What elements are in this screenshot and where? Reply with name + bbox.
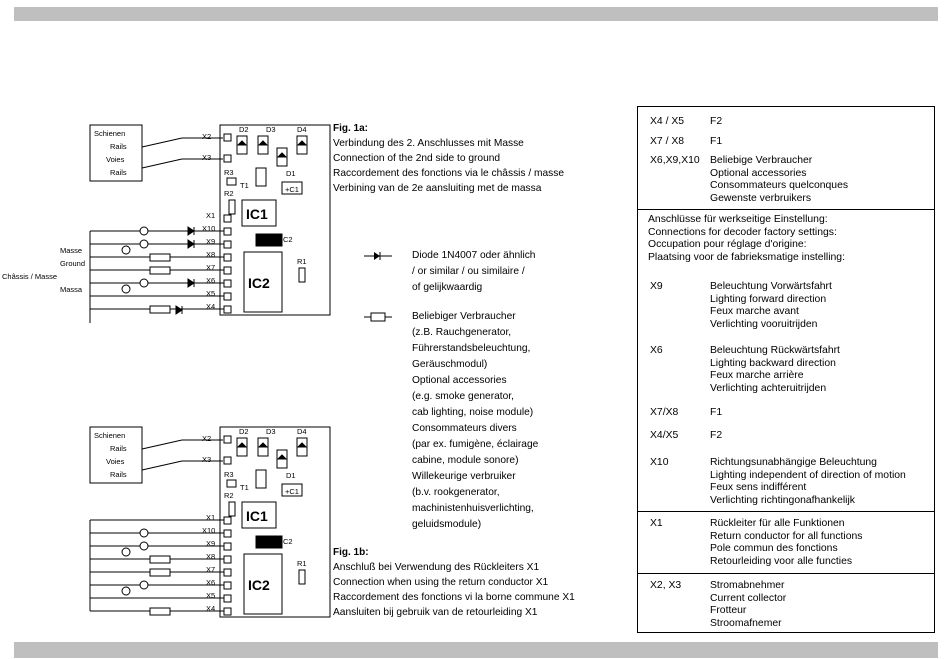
- row-value: Consommateurs quelconques: [710, 180, 849, 192]
- label-r3: R3: [224, 470, 234, 479]
- wiring-diagram-1b: [60, 420, 330, 620]
- wiring-diagram-1a: [2, 118, 330, 318]
- label-r2: R2: [224, 491, 234, 500]
- terminal-x8: X8: [206, 552, 216, 561]
- label-voies: Voies: [106, 155, 125, 164]
- legend-load-line: geluidsmodule): [412, 519, 482, 530]
- label-d2: D2: [239, 427, 249, 436]
- terminal-x1: X1: [206, 513, 216, 522]
- row-value: Beliebige Verbraucher: [710, 155, 813, 166]
- label-ic2: IC2: [248, 577, 270, 593]
- label-d4: D4: [297, 125, 307, 134]
- table-section-outputs: [638, 107, 934, 210]
- label-r2: R2: [224, 189, 234, 198]
- fig-1a-line: Verbining van de 2e aansluiting met de massa: [333, 183, 542, 194]
- row-key: X4/X5: [650, 430, 679, 441]
- terminal-x9: X9: [206, 539, 216, 548]
- top-band: [14, 7, 938, 21]
- table-section-factory: [638, 209, 934, 512]
- row-value: Stromabnehmer: [710, 580, 785, 591]
- row-value: Verlichting vooruitrijden: [710, 318, 818, 330]
- legend-load-line: Willekeurige verbruiker: [412, 471, 516, 482]
- label-rails-2: Rails: [110, 168, 127, 177]
- row-key: X10: [650, 457, 669, 468]
- legend-load-line: cabine, module sonore): [412, 455, 519, 466]
- label-rails-2: Rails: [110, 470, 127, 479]
- terminal-x10: X10: [202, 224, 216, 233]
- row-value: Lighting forward direction: [710, 293, 827, 305]
- legend-load-line: machinistenhuisverlichting,: [412, 503, 534, 514]
- label-t1: T1: [240, 181, 249, 190]
- legend-load-line: Consommateurs divers: [412, 423, 517, 434]
- terminal-x6: X6: [206, 276, 216, 285]
- terminal-x4: X4: [206, 302, 216, 311]
- fig-1b-title: Fig. 1b:: [333, 547, 369, 558]
- terminal-x5: X5: [206, 289, 216, 298]
- label-r1: R1: [297, 559, 307, 568]
- legend-load-line: Optional accessories: [412, 375, 507, 386]
- label-t1: T1: [240, 483, 249, 492]
- row-value: Frotteur: [710, 605, 747, 617]
- row-key: X2, X3: [650, 580, 682, 591]
- factory-header: [648, 214, 930, 264]
- legend-load-line: Beliebiger Verbraucher: [412, 311, 516, 322]
- label-c2: C2: [283, 537, 293, 546]
- fig-1b-line: Raccordement des fonctions vi la borne commune X1: [333, 592, 575, 603]
- legend-load: [372, 309, 538, 533]
- label-d1: D1: [286, 471, 296, 480]
- factory-header-line: Anschlüsse für werkseitige Einstellung:: [648, 214, 828, 225]
- resistor-icon: [364, 309, 394, 325]
- label-ground: Ground: [60, 259, 86, 268]
- row-value: Beleuchtung Rückwärtsfahrt: [710, 345, 840, 356]
- row-key: X7/X8: [650, 407, 679, 418]
- row-value: Optional accessories: [710, 167, 807, 179]
- terminal-x6: X6: [206, 578, 216, 587]
- row-key: X9: [650, 281, 663, 292]
- legend-load-line: Geräuschmodul): [412, 359, 488, 370]
- label-masse: Masse: [60, 246, 83, 255]
- row-value: Feux sens indifférent: [710, 482, 807, 494]
- label-schienen: Schienen: [94, 431, 126, 440]
- row-value: Lighting backward direction: [710, 357, 836, 369]
- fig-1a-line: Connection of the 2nd side to ground: [333, 153, 501, 164]
- bottom-band: [14, 642, 938, 658]
- terminal-x3: X3: [202, 153, 212, 162]
- row-value: F2: [710, 430, 723, 441]
- label-r3: R3: [224, 168, 234, 177]
- row-value: Beleuchtung Vorwärtsfahrt: [710, 281, 832, 292]
- row-value: Richtungsunabhängige Beleuchtung: [710, 457, 877, 468]
- label-r1: R1: [297, 257, 307, 266]
- legend-load-line: (z.B. Rauchgenerator,: [412, 327, 512, 338]
- terminal-x3: X3: [202, 455, 212, 464]
- row-key: X6,X9,X10: [650, 155, 700, 166]
- fig-1a-title: Fig. 1a:: [333, 123, 369, 134]
- row-value: Stroomafnemer: [710, 617, 782, 629]
- legend-load-line: cab lighting, noise module): [412, 407, 534, 418]
- terminal-x8: X8: [206, 250, 216, 259]
- diode-icon: [364, 248, 394, 264]
- row-key: X6: [650, 345, 663, 356]
- row-value: Lighting independent of direction of motion: [710, 469, 906, 481]
- legend-load-line: (e.g. smoke generator,: [412, 391, 514, 402]
- row-value: Rückleiter für alle Funktionen: [710, 518, 845, 529]
- terminal-x7: X7: [206, 263, 216, 272]
- label-voies: Voies: [106, 457, 125, 466]
- label-rails: Rails: [110, 142, 127, 151]
- row-key: X7 / X8: [650, 136, 685, 147]
- row-value: Return conductor for all functions: [710, 530, 863, 542]
- row-value: F1: [710, 136, 723, 147]
- terminal-x4: X4: [206, 604, 216, 613]
- label-d3: D3: [266, 427, 276, 436]
- terminal-x1: X1: [206, 211, 216, 220]
- row-value: Pole commun des fonctions: [710, 543, 838, 555]
- terminal-x10: X10: [202, 526, 216, 535]
- label-d1: D1: [286, 169, 296, 178]
- row-value: Current collector: [710, 592, 787, 604]
- terminal-x9: X9: [206, 237, 216, 246]
- terminal-x7: X7: [206, 565, 216, 574]
- label-schienen: Schienen: [94, 129, 126, 138]
- legend-diode-line: of gelijkwaardig: [412, 282, 483, 293]
- legend-load-line: (b.v. rookgenerator,: [412, 487, 500, 498]
- label-c1: +C1: [285, 487, 299, 496]
- fig-1a-line: Raccordement des fonctions via le châssis / masse: [333, 168, 565, 179]
- label-c2: C2: [283, 235, 293, 244]
- row-key: X1: [650, 518, 663, 529]
- legend-diode-line: Diode 1N4007 oder ähnlich: [412, 250, 536, 261]
- factory-header-line: Plaatsing voor de fabrieksmatige instelling:: [648, 251, 845, 263]
- row-value: Gewenste verbruikers: [710, 192, 812, 204]
- row-value: Verlichting richtingonafhankelijk: [710, 494, 855, 506]
- legend-diode-line: / or similar / ou similaire /: [412, 266, 525, 277]
- terminal-pads: [224, 436, 231, 615]
- label-ic1: IC1: [246, 206, 268, 222]
- label-massa: Massa: [60, 285, 83, 294]
- row-key: X4 / X5: [650, 116, 685, 127]
- terminal-x5: X5: [206, 591, 216, 600]
- fig-1b-line: Aansluiten bij gebruik van de retourleiding X1: [333, 607, 538, 618]
- terminal-x2: X2: [202, 434, 212, 443]
- fig-1b-caption: [333, 545, 575, 620]
- row-value: Verlichting achteruitrijden: [710, 382, 827, 394]
- terminal-assignment-table: [637, 106, 935, 633]
- fig-1a-line: Verbindung des 2. Anschlusses mit Masse: [333, 138, 524, 149]
- terminal-pads: [224, 134, 231, 313]
- legend-load-line: (par ex. fumigène, éclairage: [412, 439, 539, 450]
- row-value: F1: [710, 407, 723, 418]
- legend-diode: [372, 248, 535, 296]
- factory-header-line: Occupation pour réglage d'origine:: [648, 239, 807, 251]
- label-d4: D4: [297, 427, 307, 436]
- label-ic2: IC2: [248, 275, 270, 291]
- label-ic1: IC1: [246, 508, 268, 524]
- terminal-x2: X2: [202, 132, 212, 141]
- label-c1: +C1: [285, 185, 299, 194]
- label-d2: D2: [239, 125, 249, 134]
- fig-1b-line: Connection when using the return conductor X1: [333, 577, 549, 588]
- factory-header-line: Connections for decoder factory settings:: [648, 226, 837, 238]
- table-section-collector: [638, 573, 934, 633]
- row-value: F2: [710, 116, 723, 127]
- row-value: Retourleiding voor alle functies: [710, 555, 853, 567]
- fig-1b-line: Anschluß bei Verwendung des Rückleiters X1: [333, 562, 540, 573]
- legend-load-line: Führerstandsbeleuchtung,: [412, 343, 531, 354]
- label-rails: Rails: [110, 444, 127, 453]
- fig-1a-caption: [333, 121, 564, 196]
- row-value: Feux marche avant: [710, 306, 799, 318]
- table-section-return: [638, 511, 934, 574]
- label-chassis: Châssis / Masse: [2, 272, 58, 281]
- label-d3: D3: [266, 125, 276, 134]
- row-value: Feux marche arrière: [710, 370, 804, 382]
